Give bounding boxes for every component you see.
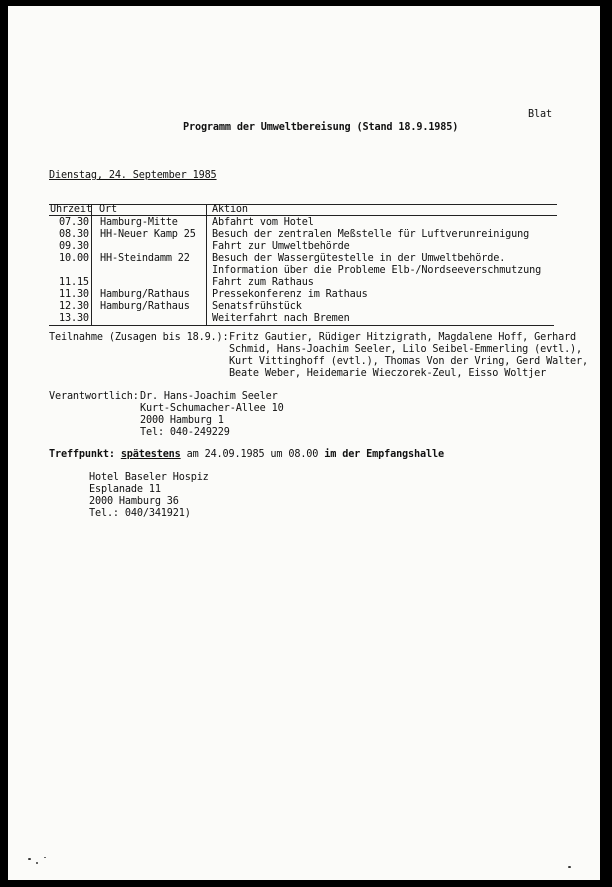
document-title: Programm der Umweltbereisung (Stand 18.9.1985) [183, 122, 459, 133]
scan-speck [36, 862, 38, 864]
responsible-line: Tel: 040-249229 [140, 427, 230, 438]
row-time: 11.30 [59, 289, 89, 300]
table-column-divider [91, 204, 92, 325]
row-place: Hamburg-Mitte [100, 217, 178, 228]
row-action: Senatsfrühstück [212, 301, 302, 312]
hotel-line: 2000 Hamburg 36 [89, 496, 179, 507]
row-action: Fahrt zur Umweltbehörde [212, 241, 350, 252]
meeting-time: am 24.09.1985 um 08.00 [186, 449, 319, 460]
responsible-label: Verantwortlich: [49, 391, 139, 402]
table-bottom-rule [49, 325, 554, 326]
row-place: Hamburg/Rathaus [100, 289, 190, 300]
row-action: Fahrt zum Rathaus [212, 277, 314, 288]
row-action: Besuch der zentralen Meßstelle für Luftverunreinigung [212, 229, 530, 240]
hotel-line: Esplanade 11 [89, 484, 161, 495]
participants-line: Fritz Gautier, Rüdiger Hitzigrath, Magdalene Hoff, Gerhard [229, 332, 577, 343]
row-time: 09.30 [59, 241, 89, 252]
scan-speck [44, 857, 46, 858]
row-place: Hamburg/Rathaus [100, 301, 190, 312]
scan-speck [568, 866, 571, 868]
table-column-divider [206, 204, 207, 325]
header-place: Ort [99, 204, 117, 215]
participants-label: Teilnahme (Zusagen bis 18.9.): [49, 332, 229, 343]
header-action: Aktion [212, 204, 248, 215]
row-place: HH-Steindamm 22 [100, 253, 190, 264]
responsible-line: 2000 Hamburg 1 [140, 415, 224, 426]
table-top-rule [49, 204, 557, 205]
row-time: 08.30 [59, 229, 89, 240]
meeting-emphasis: spätestens [120, 449, 181, 460]
meeting-location: im der Empfangshalle [324, 449, 444, 460]
row-time: 13.30 [59, 313, 89, 324]
participants-line: Schmid, Hans-Joachim Seeler, Lilo Seibel-Emmerling (evtl.), [229, 344, 583, 355]
table-header-rule [49, 215, 557, 216]
responsible-line: Dr. Hans-Joachim Seeler [140, 391, 278, 402]
meeting-label: Treffpunkt: [49, 449, 115, 460]
row-action: Pressekonferenz im Rathaus [212, 289, 368, 300]
header-time: Uhrzeit [50, 204, 92, 215]
document-page [8, 6, 600, 880]
row-place: HH-Neuer Kamp 25 [100, 229, 196, 240]
responsible-line: Kurt-Schumacher-Allee 10 [140, 403, 284, 414]
row-action: Weiterfahrt nach Bremen [212, 313, 350, 324]
participants-line: Kurt Vittinghoff (evtl.), Thomas Von der Vring, Gerd Walter, [229, 356, 589, 367]
participants-line: Beate Weber, Heidemarie Wieczorek-Zeul, Eisso Woltjer [229, 368, 547, 379]
row-action: Abfahrt vom Hotel [212, 217, 314, 228]
page-corner-label: Blat [528, 109, 552, 120]
row-action: Information über die Probleme Elb-/Nordseeverschmutzung [212, 265, 542, 276]
scan-speck [28, 858, 31, 860]
row-time: 07.30 [59, 217, 89, 228]
hotel-line: Tel.: 040/341921) [89, 508, 191, 519]
row-time: 10.00 [59, 253, 89, 264]
row-time: 12.30 [59, 301, 89, 312]
meeting-point-line [49, 449, 444, 461]
date-heading: Dienstag, 24. September 1985 [49, 170, 217, 181]
hotel-line: Hotel Baseler Hospiz [89, 472, 209, 483]
row-action: Besuch der Wassergütestelle in der Umweltbehörde. [212, 253, 506, 264]
row-time: 11.15 [59, 277, 89, 288]
